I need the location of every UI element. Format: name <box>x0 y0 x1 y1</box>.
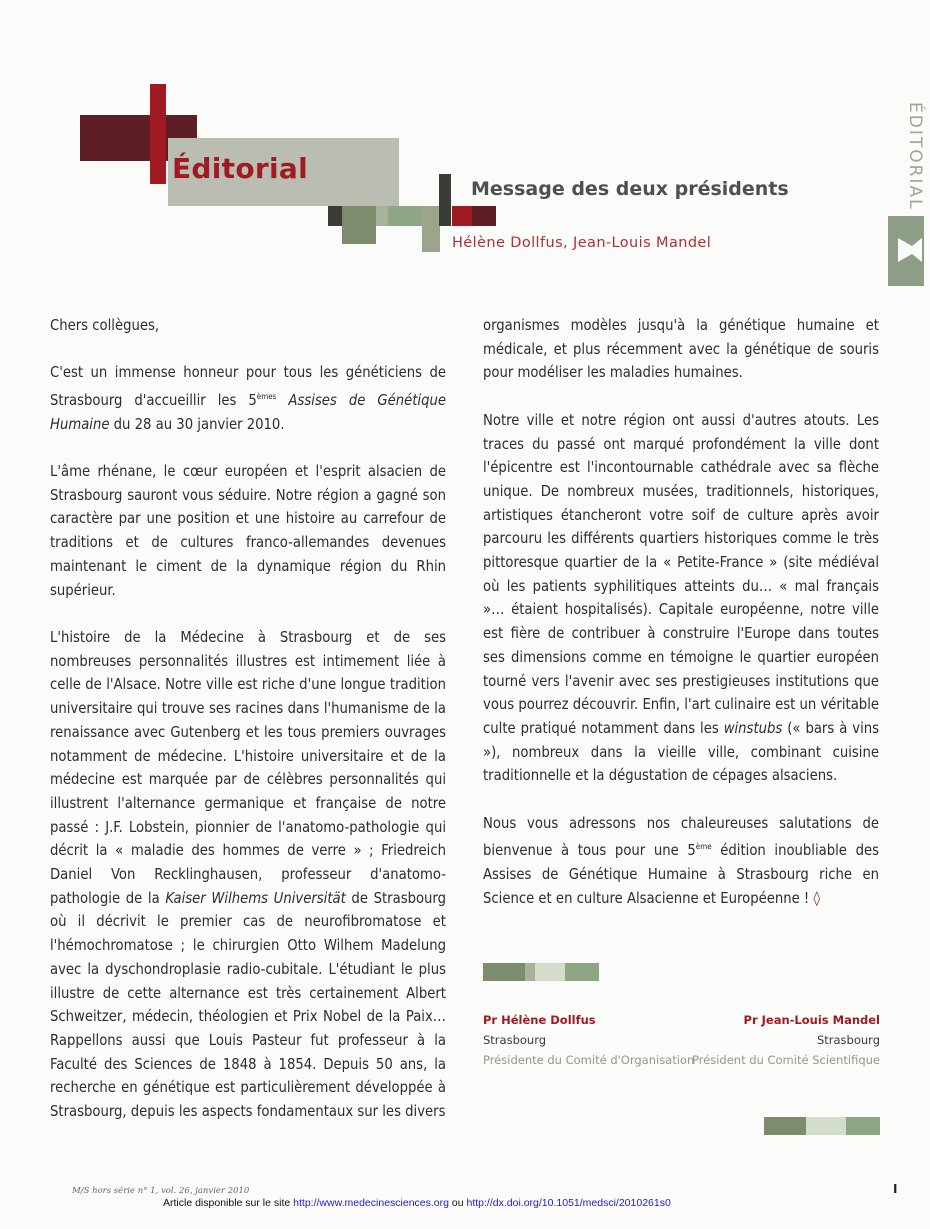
paragraph <box>483 409 879 788</box>
header-block <box>328 206 342 226</box>
paragraph-text: (« bars à vins »), nombreux dans la vieille ville, combinant cuisine traditionnelle et la dégustation de cépages alsaciens. <box>483 719 880 785</box>
header-block <box>472 206 496 226</box>
signature-bar <box>535 963 565 981</box>
signature-name-left: Pr Hélène Dollfus <box>483 1013 596 1027</box>
signature-role-right: Président du Comité Scientifique <box>691 1053 880 1067</box>
availability-text: ou <box>448 1197 467 1209</box>
superscript: èmes <box>256 392 277 402</box>
emphasis: Kaiser Wilhems Universität <box>165 889 346 907</box>
salutation: Chers collègues, <box>50 317 160 334</box>
paragraph <box>50 626 446 1124</box>
signature-city-left: Strasbourg <box>483 1033 547 1047</box>
paragraph-text: L'histoire de la Médecine à Strasbourg et de ses nombreuses personnalités illustres est intimement liée à celle de l'Alsace. Notre ville est riche d'une longue tradition universitaire qui trouve ses racines dans l'humanisme de la renaissance avec Gutenberg et les tous premiers ouvrages notamment de médecine. L'histoire universitaire et de la médecine est marquée par de célèbres personnalités qui illustrent l'alternance germanique et française de notre passé : J.F. Lobstein, pionnier de l'anatomo-pathologie qui décrit la « maladie des hommes de verre » ; Friedreich Daniel Von Recklinghausen, professeur d'anatomo-pathologie de la <box>50 628 446 907</box>
header-block <box>452 206 472 226</box>
header-block <box>388 206 422 226</box>
signature-role-left: Présidente du Comité d'Organisation <box>483 1053 695 1067</box>
editorial-authors: Hélène Dollfus, Jean-Louis Mandel <box>452 235 712 251</box>
signature-bar <box>565 963 599 981</box>
text-column-right <box>483 314 879 910</box>
paragraph <box>483 812 879 911</box>
superscript: ème <box>695 842 712 852</box>
side-section-label: ÉDITORIAL <box>905 102 925 211</box>
signature-name-right: Pr Jean-Louis Mandel <box>743 1013 880 1027</box>
paragraph-text: de Strasbourg où il décrivit le premier cas de neurofibromatose et l'hémochromatose ; le chirurgien Otto Wilhem Madelung avec la dyschondroplasie radio-cubitale. L'étudiant le plus illustre de cette alternance est très certainement Albert Schweitzer, médecin, théologien et Prix Nobel de la Paix… Rappellons aussi que Louis Pasteur fut professeur à la Faculté des Sciences de 1848 à 1854. Depuis 50 ans, la recherche en génétique est particulièrement développée à Strasbourg, depuis les aspects fondamentaux sur les divers <box>50 889 446 1121</box>
footer-bar <box>846 1117 880 1135</box>
signature-bar <box>525 963 535 981</box>
paragraph-text: édition inoubliable des Assises de Génétique Humaine à Strasbourg riche en Science et en culture Alsacienne et Européenne ! <box>483 842 879 907</box>
paragraph-text: du 28 au 30 janvier 2010. <box>109 415 285 433</box>
signature-city-right: Strasbourg <box>816 1033 880 1047</box>
ribbon-icon <box>888 216 924 286</box>
end-mark: ◊ <box>813 889 820 907</box>
link-doi[interactable]: http://dx.doi.org/10.1051/medsci/2010261s0 <box>466 1197 671 1209</box>
paragraph-text: Nous vous adressons nos chaleureuses salutations de bienvenue à tous pour une 5 <box>483 814 879 860</box>
text-column-left <box>50 314 446 1124</box>
link-medecinesciences[interactable]: http://www.medecinesciences.org <box>293 1197 449 1209</box>
header-block <box>342 206 376 244</box>
editorial-title: Message des deux présidents <box>471 178 789 200</box>
availability-note <box>163 1197 671 1209</box>
header-block <box>422 206 440 252</box>
paragraph <box>50 361 446 436</box>
paragraph-text: C'est un immense honneur pour tous les généticiens de Strasbourg d'accueillir les 5 <box>50 364 446 409</box>
footer-bar <box>806 1117 846 1135</box>
paragraph: organismes modèles jusqu'à la génétique humaine et médicale, et plus récemment avec la génétique de souris pour modéliser les maladies humaines. <box>483 317 879 382</box>
paragraph-text: Notre ville et notre région ont aussi d'autres atouts. Les traces du passé ont marqué profondément la ville dont l'épicentre est l'incontournable cathédrale avec sa flèche unique. De nombreux musées, traditionnels, historiques, artistiques étancheront votre soif de culture après avoir parcouru les différents quartiers historiques comme le très pittoresque quartier de la « Petite-France » (site médiéval où les patients syphilitiques atteints du… « mal français »… étaient hospitalisés). Capitale européenne, notre ville est fière de contribuer à construire l'Europe dans toutes ses dimensions comme en témoigne le quartier européen tourné vers l'avenir avec ses prestigieuses institutions que vous pourrez découvrir. Enfin, l'art culinaire est un véritable culte pratiqué notamment dans les <box>483 411 879 737</box>
page-number: I <box>893 1182 898 1196</box>
footer-bar <box>764 1117 806 1135</box>
paragraph: L'âme rhénane, le cœur européen et l'esprit alsacien de Strasbourg sauront vous séduire. Notre région a gagné son caractère par une position et une histoire au carrefour de traditions et de cultures franco-allemandes devenues maintenant le ciment de la dynamique région du Rhin supérieur. <box>50 463 446 599</box>
signature-bar <box>483 963 525 981</box>
journal-reference: M/S hors série n° 1, vol. 26, janvier 2010 <box>72 1186 250 1196</box>
header-block <box>376 206 388 226</box>
header-cross-vertical-2 <box>439 174 451 226</box>
emphasis: winstubs <box>723 719 783 737</box>
emphasis: Assises de Génétique Humaine <box>50 391 446 433</box>
availability-text: Article disponible sur le site <box>163 1197 294 1209</box>
header-cross-vertical <box>150 84 166 184</box>
section-tag: Éditorial <box>172 152 308 185</box>
side-tab-marker <box>888 216 924 286</box>
